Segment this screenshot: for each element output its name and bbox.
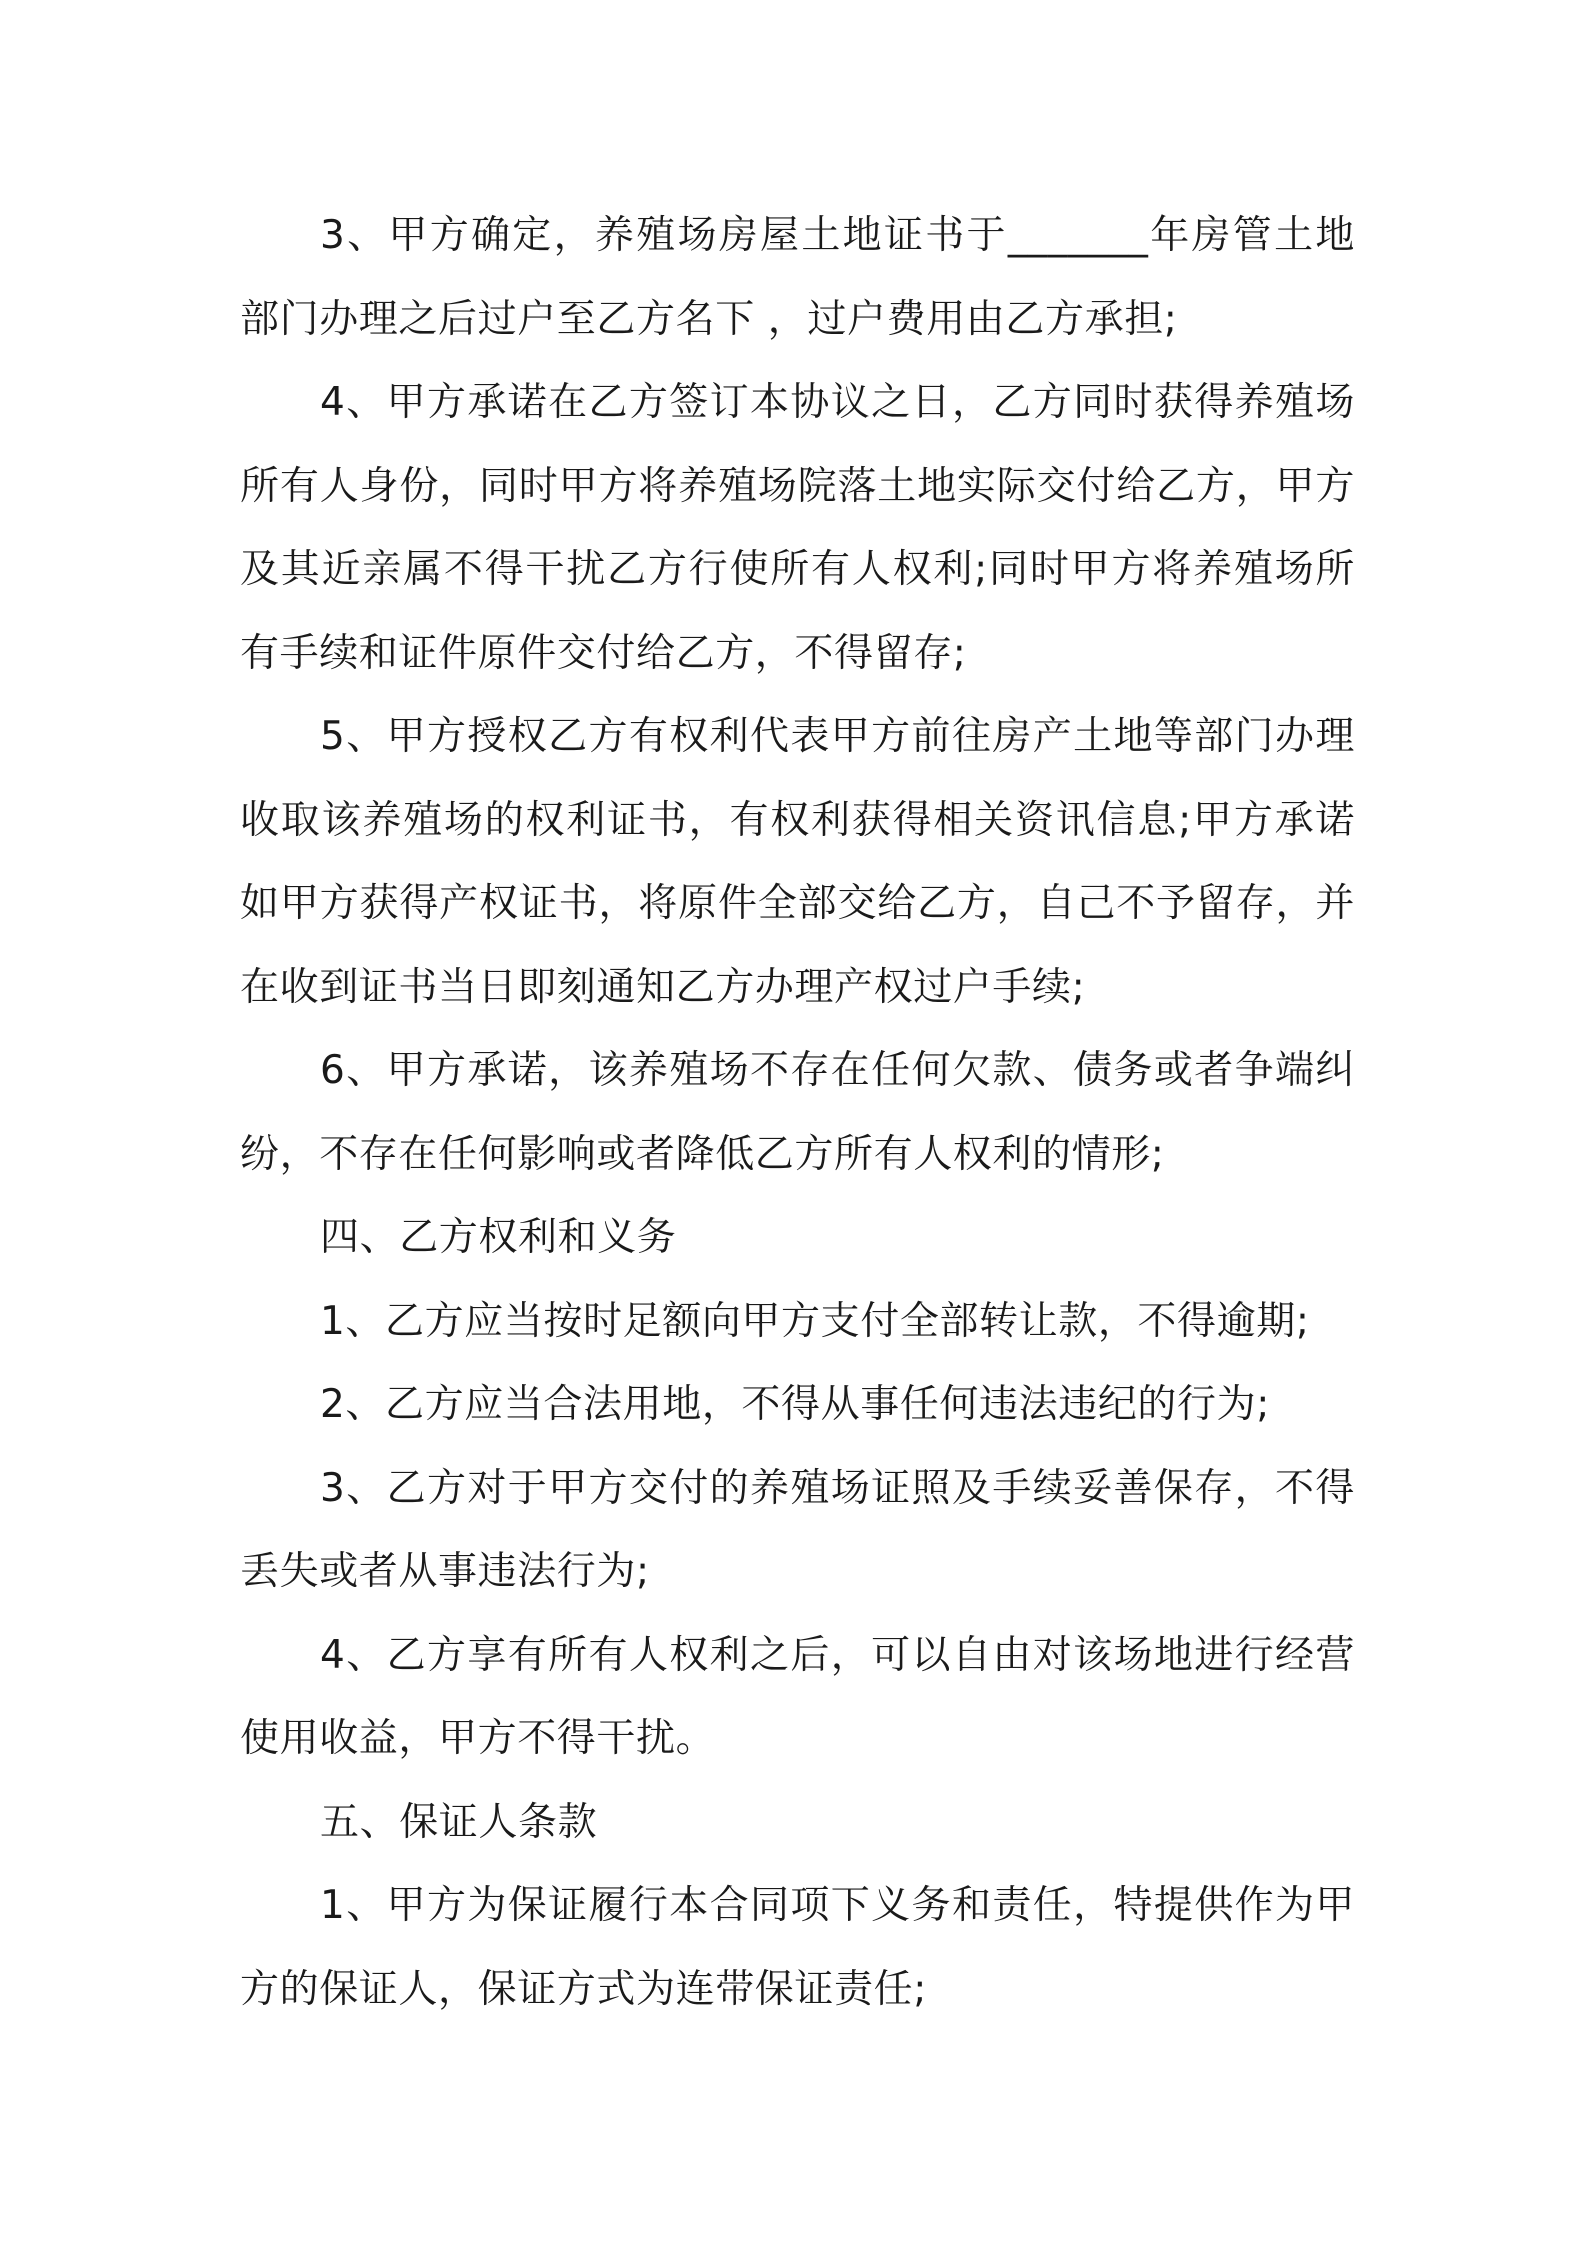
section-heading-party-b: 四、乙方权利和义务 [320,1215,677,1260]
clause-b3-safekeeping: 3、乙方对于甲方交付的养殖场证照及手续妥善保存，不得丢失或者从事违法行为; [240,1465,1355,1594]
clause-b2-lawful-use: 2、乙方应当合法用地，不得从事任何违法违纪的行为; [320,1382,1270,1427]
clause-b1-payment: 1、乙方应当按时足额向甲方支付全部转让款，不得逾期; [320,1298,1310,1344]
clause-a3-property-transfer: 3、甲方确定，养殖场房屋土地证书于_______年房管土地部门办理之后过户至乙方名下 ，过户费用由乙方承担; [240,213,1355,342]
document-body [240,194,1355,2031]
clause-a5-authorization: 5、甲方授权乙方有权利代表甲方前往房产土地等部门办理收取该养殖场的权利证书，有权利获得相关资讯信息;甲方承诺如甲方获得产权证书，将原件全部交给乙方，自己不予留存，并在收到证书当日即刻通知乙方办理产权过户手续; [240,714,1355,1010]
clause-a4-ownership-handover: 4、甲方承诺在乙方签订本协议之日，乙方同时获得养殖场所有人身份，同时甲方将养殖场院落土地实际交付给乙方，甲方及其近亲属不得干扰乙方行使所有人权利;同时甲方将养殖场所有手续和证件原件交付给乙方，不得留存; [240,380,1355,676]
clause-b4-usage-rights: 4、乙方享有所有人权利之后，可以自由对该场地进行经营使用收益，甲方不得干扰。 [240,1632,1355,1761]
clause-a6-no-debt: 6、甲方承诺，该养殖场不存在任何欠款、债务或者争端纠纷，不存在任何影响或者降低乙方所有人权利的情形; [240,1048,1355,1177]
section-heading-guarantor: 五、保证人条款 [320,1799,598,1845]
clause-g1-guarantee: 1、甲方为保证履行本合同项下义务和责任，特提供作为甲方的保证人，保证方式为连带保证责任; [240,1883,1355,2012]
